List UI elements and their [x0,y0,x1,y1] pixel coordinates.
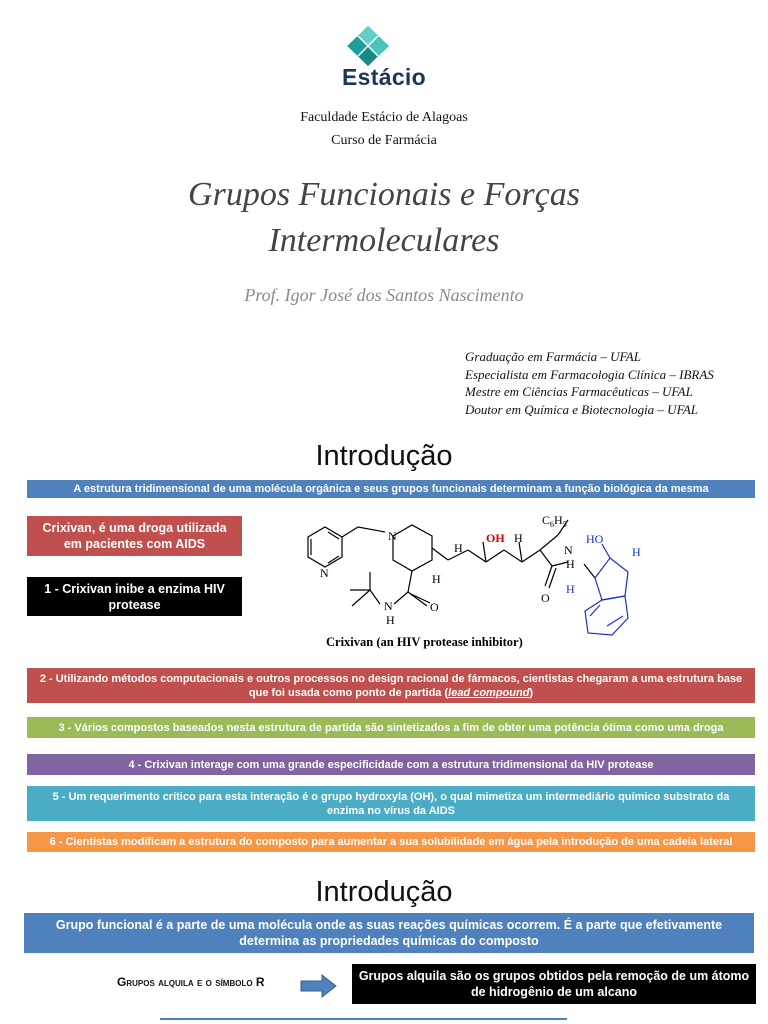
step-6-bar: 6 - Cientistas modificam a estrutura do composto para aumentar a sua solubilidade em água pela introdução de uma cadeia lateral [27,832,755,852]
step-3-bar: 3 - Vários compostos baseados nesta estrutura de partida são sintetizados a fim de obter uma potência ótima como uma droga [27,717,755,738]
mol-label: H [514,531,523,545]
mol-label: N [564,543,573,557]
slide2-heading: Introdução [315,440,453,472]
mol-label: O [541,591,550,605]
mol-label: H [632,545,641,559]
mol-label: O [430,600,439,614]
alkyl-groups-label: Grupos alquila e o símbolo R [117,975,265,989]
credential-line: Especialista em Farmacologia Clínica – IBRAS [465,366,714,382]
step-2-text-before: 2 - Utilizando métodos computacionais e outros processos no design racional de fármacos, cientistas chegaram a uma estrutura base que foi usada como ponto de partida ( [39,672,743,699]
structure-function-bar: A estrutura tridimensional de uma molécula orgânica e seus grupos funcionais determinam a função biológica da mesma [27,480,755,498]
mol-label: N [320,566,329,580]
mol-label: 6 [550,520,555,529]
step-5-bar: 5 - Um requerimento crítico para esta interação é o grupo hydroxyla (OH), o qual mimetiza um intermediário químico substrato da enzima no vírus da AIDS [27,786,755,821]
credential-line: Graduação em Farmácia – UFAL [465,349,641,364]
mol-label [542,513,567,529]
bottom-divider [160,1018,567,1020]
author-credentials [465,348,714,418]
author-name: Prof. Igor José dos Santos Nascimento [244,285,524,305]
mol-label: H [454,541,463,555]
mol-label: H [566,582,575,596]
mol-label: H [386,613,395,627]
mol-label: H [566,557,575,571]
mol-label: H [432,572,441,586]
mol-label: N [388,529,397,543]
estacio-logo-icon [345,24,391,68]
mol-label: 5 [562,520,567,529]
crixivan-intro-box: Crixivan, é uma droga utilizada em pacientes com AIDS [27,516,242,556]
lead-compound-term: lead compound [448,686,530,699]
inhibit-protease-box: 1 - Crixivan inibe a enzima HIV protease [27,577,242,616]
step-2-bar [27,668,755,703]
step-4-bar: 4 - Crixivan interage com uma grande especificidade com a estrutura tridimensional da HIV protease [27,754,755,775]
step-2-text-after: ) [529,686,534,699]
slide3-heading: Introdução [315,876,453,908]
mol-label: N [384,599,393,613]
presentation-title-line2: Intermoleculares [268,222,500,259]
step-2-text [33,672,749,700]
credential-line: Mestre em Ciências Farmacêuticas – UFAL [465,384,693,399]
mol-label: H [554,513,563,527]
crixivan-structure-diagram [290,508,670,658]
mol-label: HO [586,532,604,546]
mol-label: C [542,513,551,527]
estacio-logo-text: Estácio [342,64,426,90]
mol-label-hydroxyl: OH [486,531,505,545]
presentation-title-line1: Grupos Funcionais e Forças [188,176,580,213]
institution-name: Faculdade Estácio de Alagoas [300,110,468,125]
alkyl-groups-definition-box: Grupos alquila são os grupos obtidos pela remoção de um átomo de hidrogênio de um alcano [352,964,756,1004]
functional-group-definition: Grupo funcional é a parte de uma molécula onde as suas reações químicas ocorrem. É a parte que efetivamente determina as propriedades químicas do composto [24,913,754,953]
course-name: Curso de Farmácia [331,133,437,148]
right-arrow-icon [300,974,338,998]
molecule-caption: Crixivan (an HIV protease inhibitor) [326,635,523,649]
credential-line: Doutor em Química e Biotecnologia – UFAL [465,401,699,417]
